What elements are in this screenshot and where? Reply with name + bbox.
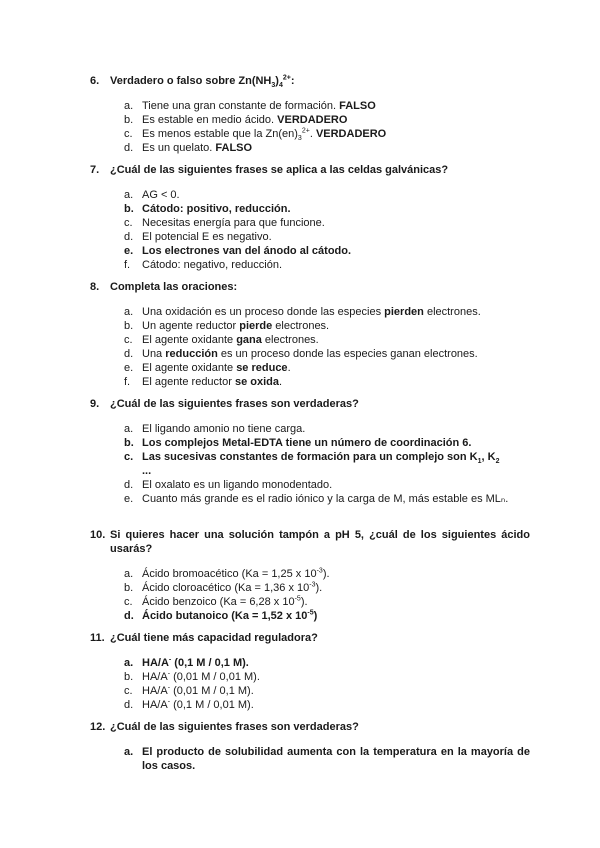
q6-title_suffix: : <box>290 75 295 87</box>
option-d <box>90 347 530 361</box>
q11-options-2-letter: c. <box>124 685 133 697</box>
option-d <box>90 698 530 712</box>
q11-options-1-letter: b. <box>124 671 134 683</box>
q8-options-5-letter: f. <box>124 376 131 388</box>
q7-options-0-text: AG < 0. <box>142 189 180 201</box>
option-a <box>90 567 530 581</box>
q6-title_mid: ) <box>275 75 279 87</box>
q9-options-2-sub1: 1 <box>477 458 482 466</box>
q11-options-3-letter: d. <box>124 699 134 711</box>
q11-options-2-pre: HA/A <box>142 685 168 697</box>
option-b <box>90 581 530 595</box>
q9-options-4-letter: e. <box>124 493 134 505</box>
option-a <box>90 656 530 670</box>
q7-options-4-letter: e. <box>124 245 134 257</box>
q11-num: 11. <box>90 632 105 644</box>
q10-options-3-post: ) <box>313 610 318 622</box>
q6-options-0-text: Tiene una gran constante de formación. <box>142 100 340 112</box>
q10-options-2-sup: -5 <box>294 595 301 603</box>
q8-options-1-post: electrones. <box>272 320 330 332</box>
option-c <box>90 450 530 478</box>
q10-options-2-letter: c. <box>124 596 133 608</box>
option-f <box>90 258 530 272</box>
q9-options-1-letter: b. <box>124 437 134 449</box>
q9-options-2-sub2: 2 <box>495 458 500 466</box>
q8-options-2-letter: c. <box>124 334 133 346</box>
q7-options-4-text: Los electrones van del ánodo al cátodo. <box>142 245 352 257</box>
option-d <box>90 230 530 244</box>
q10-num: 10. <box>90 529 106 541</box>
q9-num: 9. <box>90 398 100 410</box>
q12-title: ¿Cuál de las siguientes frases son verdaderas? <box>110 721 359 733</box>
q8-options-5-strong: se oxida <box>234 376 279 388</box>
q11-options-1-pre: HA/A <box>142 671 168 683</box>
q8-options-0-post: electrones. <box>423 306 481 318</box>
option-b <box>90 319 530 333</box>
q6-options-3-text: Es un quelato. <box>142 142 216 154</box>
q10-options-0-pre: Ácido bromoacético (Ka = 1,25 x 10 <box>142 568 317 580</box>
q8-options-4-post: . <box>287 362 291 374</box>
option-e <box>90 361 530 375</box>
q9-options-0-letter: a. <box>124 423 134 435</box>
option-c <box>90 595 530 609</box>
q8-options-2-post: electrones. <box>261 334 319 346</box>
q10-options-0-sup: -3 <box>316 567 323 575</box>
q11-options-0-post: (0,1 M / 0,1 M). <box>171 657 249 669</box>
q8-options-0-letter: a. <box>124 306 134 318</box>
option-a <box>90 99 530 113</box>
option-d <box>90 141 530 155</box>
q12-num: 12. <box>90 721 106 733</box>
q11-options-0-pre: HA/A <box>142 657 169 669</box>
q11-options-3-post: (0,1 M / 0,01 M). <box>170 699 254 711</box>
question-7 <box>90 163 530 272</box>
q7-options-1-letter: b. <box>124 203 134 215</box>
q6-options-2-sub: 3 <box>297 135 302 143</box>
q11-options-2-post: (0,01 M / 0,1 M). <box>170 685 254 697</box>
q10-options-3-pre: Ácido butanoico (Ka = 1,52 x 10 <box>142 610 308 622</box>
option-d <box>90 478 530 492</box>
option-f <box>90 375 530 389</box>
q10-options-2-pre: Ácido benzoico (Ka = 6,28 x 10 <box>142 596 295 608</box>
q6-title_sub2: 4 <box>278 82 283 90</box>
option-c <box>90 333 530 347</box>
q9-options-3-letter: d. <box>124 479 134 491</box>
q7-options-3-letter: d. <box>124 231 134 243</box>
q11-options-1-sup: - <box>167 670 171 678</box>
option-a <box>90 305 530 319</box>
option-b <box>90 202 530 216</box>
q9-options-4-text: Cuanto más grande es el radio iónico y la carga de M, más estable es MLₙ. <box>142 493 509 505</box>
q6-options-2-text: . <box>309 128 316 140</box>
question-title <box>90 528 530 556</box>
q8-options-1-strong: pierde <box>239 320 273 332</box>
q11-options-3-pre: HA/A <box>142 699 168 711</box>
q7-options-0-letter: a. <box>124 189 134 201</box>
q8-options-5-pre: El agente reductor <box>142 376 235 388</box>
q9-options-2-letter: c. <box>124 451 134 463</box>
q6-title_sub: 3 <box>271 82 276 90</box>
q6-options-2-text_pre: Es menos estable que la Zn(en) <box>142 128 298 140</box>
q7-options-1-text: Cátodo: positivo, reducción. <box>142 203 291 215</box>
q8-options-0-strong: pierden <box>384 306 424 318</box>
q6-options-3-strong: FALSO <box>215 142 253 154</box>
q10-options-1-letter: b. <box>124 582 134 594</box>
q9-options-3-text: El oxalato es un ligando monodentado. <box>142 479 333 491</box>
question-title <box>90 280 530 294</box>
q9-options-2-mid: , K <box>481 451 496 463</box>
q8-num: 8. <box>90 281 100 293</box>
q8-options-1-pre: Un agente reductor <box>142 320 240 332</box>
q8-options-3-pre: Una <box>142 348 166 360</box>
question-title <box>90 74 530 88</box>
q8-options-0-pre: Una oxidación es un proceso donde las especies <box>142 306 385 318</box>
q6-options-2-sup: 2+ <box>301 127 310 135</box>
question-title <box>90 163 530 177</box>
q7-options-3-text: El potencial E es negativo. <box>142 231 272 243</box>
q10-options-1-pre: Ácido cloroacético (Ka = 1,36 x 10 <box>142 582 310 594</box>
question-12 <box>90 720 530 773</box>
option-e <box>90 492 530 506</box>
q11-options-0-sup: - <box>168 656 172 664</box>
q6-options-0-strong: FALSO <box>339 100 376 112</box>
q8-options-3-letter: d. <box>124 348 134 360</box>
q7-options-5-letter: f. <box>124 259 131 271</box>
q6-options-1-strong: VERDADERO <box>277 114 348 126</box>
q7-options-5-text: Cátodo: negativo, reducción. <box>142 259 283 271</box>
q8-options-3-strong: reducción <box>165 348 218 360</box>
q8-options-4-letter: e. <box>124 362 134 374</box>
q10-options-0-letter: a. <box>124 568 134 580</box>
q7-title: ¿Cuál de las siguientes frases se aplica a las celdas galvánicas? <box>110 164 449 176</box>
option-a <box>90 745 530 773</box>
question-title <box>90 631 530 645</box>
q6-options-3-letter: d. <box>124 142 134 154</box>
q10-options-1-sup: -3 <box>309 581 316 589</box>
q9-options-0-text: El ligando amonio no tiene carga. <box>142 423 306 435</box>
question-8 <box>90 280 530 389</box>
q10-options-2-post: ). <box>300 596 308 608</box>
question-10 <box>90 528 530 623</box>
option-c <box>90 684 530 698</box>
q11-options-1-post: (0,01 M / 0,01 M). <box>170 671 260 683</box>
q8-options-4-strong: se reduce <box>236 362 288 374</box>
q8-options-1-letter: b. <box>124 320 134 332</box>
q8-options-5-post: . <box>278 376 283 388</box>
q9-options-2-tail: ... <box>142 465 152 477</box>
question-title <box>90 720 530 734</box>
option-a <box>90 188 530 202</box>
option-c <box>90 216 530 230</box>
q10-options-0-post: ). <box>322 568 330 580</box>
q6-options-2-letter: c. <box>124 128 133 140</box>
q6-options-1-text: Es estable en medio ácido. <box>142 114 278 126</box>
option-a <box>90 422 530 436</box>
option-d <box>90 609 530 623</box>
q12-options-0-text: El producto de solubilidad aumenta con la temperatura en la mayoría de los casos. <box>142 746 530 772</box>
q8-title: Completa las oraciones: <box>110 281 238 293</box>
q10-options-3-letter: d. <box>124 610 134 622</box>
option-b <box>90 436 530 450</box>
q9-title: ¿Cuál de las siguientes frases son verdaderas? <box>110 398 359 410</box>
q6-options-1-letter: b. <box>124 114 134 126</box>
q6-title_prefix: Verdadero o falso sobre Zn(NH <box>110 75 272 87</box>
q11-title: ¿Cuál tiene más capacidad reguladora? <box>110 632 318 644</box>
q10-title: Si quieres hacer una solución tampón a pH 5, ¿cuál de los siguientes ácido usarás? <box>110 529 530 555</box>
q10-options-3-sup: -5 <box>307 609 314 617</box>
q6-options-2-strong: VERDADERO <box>315 128 387 140</box>
option-e <box>90 244 530 258</box>
q9-options-1-text: Los complejos Metal-EDTA tiene un número de coordinación 6. <box>142 437 472 449</box>
q7-options-2-letter: c. <box>124 217 133 229</box>
q7-options-2-text: Necesitas energía para que funcione. <box>142 217 325 229</box>
q8-options-2-strong: gana <box>236 334 262 346</box>
question-6 <box>90 74 530 155</box>
q11-options-2-sup: - <box>167 684 171 692</box>
question-number: 6. <box>90 75 100 87</box>
option-b <box>90 113 530 127</box>
question-9 <box>90 397 530 506</box>
option-c <box>90 127 530 141</box>
q6-options-0-letter: a. <box>124 100 134 112</box>
q8-options-2-pre: El agente oxidante <box>142 334 237 346</box>
option-b <box>90 670 530 684</box>
q10-options-1-post: ). <box>315 582 323 594</box>
q6-title_sup: 2+ <box>282 74 291 82</box>
q12-options-0-letter: a. <box>124 746 134 758</box>
q11-options-0-letter: a. <box>124 657 134 669</box>
q8-options-3-post: es un proceso donde las especies ganan electrones. <box>217 348 478 360</box>
question-11 <box>90 631 530 712</box>
q8-options-4-pre: El agente oxidante <box>142 362 237 374</box>
q11-options-3-sup: - <box>167 698 171 706</box>
q9-options-2-text: Las sucesivas constantes de formación para un complejo son K <box>142 451 478 463</box>
question-title <box>90 397 530 411</box>
q7-num: 7. <box>90 164 100 176</box>
